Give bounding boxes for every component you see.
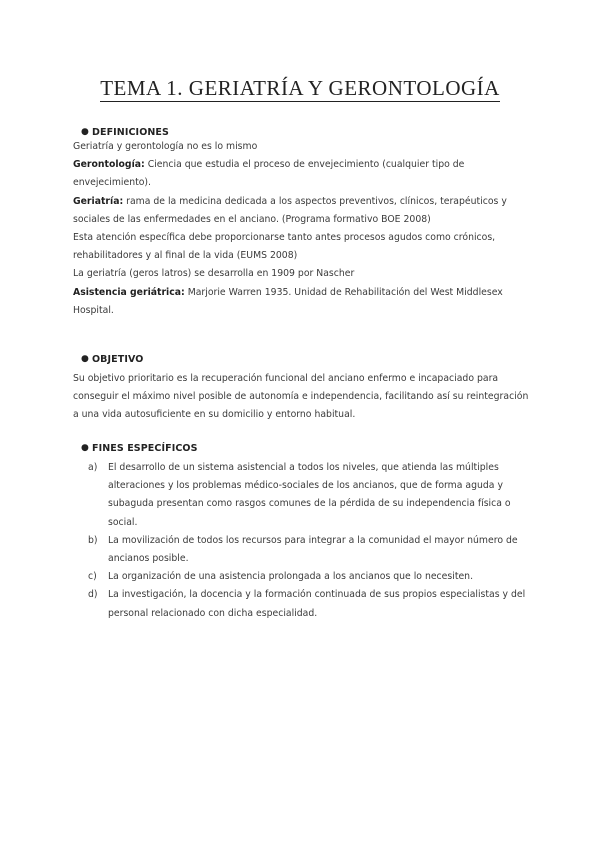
list-marker: c) (88, 571, 97, 583)
bullet-icon: ● (81, 354, 89, 364)
paragraph: Su objetivo prioritario es la recuperación funcional del anciano enfermo e incapaciado para conseguir el máximo nivel posible de autonomía e independencia, facilitando así su reintegración a una vida autosuficiente en su domicilio y entorno habitual. (73, 373, 529, 421)
list-item: c) La organización de una asistencia prolongada a los ancianos que lo necesiten. (73, 568, 533, 586)
section-heading-fines: ● FINES ESPECÍFICOS (81, 443, 198, 454)
paragraph: Gerontología: Ciencia que estudia el proceso de envejecimiento (cualquier tipo de envejecimiento). (73, 159, 465, 189)
list-marker: a) (88, 462, 98, 473)
term: Gerontología: (73, 159, 145, 171)
list-marker: b) (88, 534, 98, 546)
section-heading-objetivo: ● OBJETIVO (81, 354, 144, 365)
page-title: TEMA 1. GERIATRÍA Y GERONTOLOGÍA (100, 76, 500, 100)
paragraph: La geriatría (geros latros) se desarrolla en 1909 por Nascher (73, 268, 355, 280)
list-item: d) La investigación, la docencia y la formación continuada de sus propios especialistas y del personal relacionado con dicha especialidad. (73, 586, 533, 622)
section-heading-definiciones: ● DEFINICIONES (81, 127, 169, 138)
paragraph: Geriatría y gerontología no es lo mismo (73, 141, 258, 152)
list-item: a) El desarrollo de un sistema asistencial a todos los niveles, que atienda las múltiples alteraciones y los problemas médico-sociales de los ancianos, que de forma aguda y subaguda presentan como rasgos comunes de la pérdida de su independencia física o social. (73, 459, 533, 532)
term: Geriatría: (73, 195, 124, 207)
fines-list (73, 459, 533, 623)
paragraph: Asistencia geriátrica: Marjorie Warren 1935. Unidad de Rehabilitación del West Middlesex Hospital. (73, 286, 503, 316)
definiciones-body (73, 138, 533, 320)
list-marker: d) (88, 589, 98, 601)
paragraph: Esta atención específica debe proporcionarse tanto antes procesos agudos como crónicos, rehabilitadores y al final de la vida (EUMS 2008) (73, 232, 496, 262)
list-item: b) La movilización de todos los recursos para integrar a la comunidad el mayor número de ancianos posible. (73, 532, 533, 568)
term: Asistencia geriátrica: (73, 286, 185, 298)
paragraph: Geriatría: rama de la medicina dedicada a los aspectos preventivos, clínicos, terapéuticos y sociales de las enfermedades en el anciano. (Programa formativo BOE 2008) (73, 195, 507, 225)
bullet-icon: ● (81, 127, 89, 137)
objetivo-body (73, 370, 533, 425)
bullet-icon: ● (81, 443, 89, 453)
